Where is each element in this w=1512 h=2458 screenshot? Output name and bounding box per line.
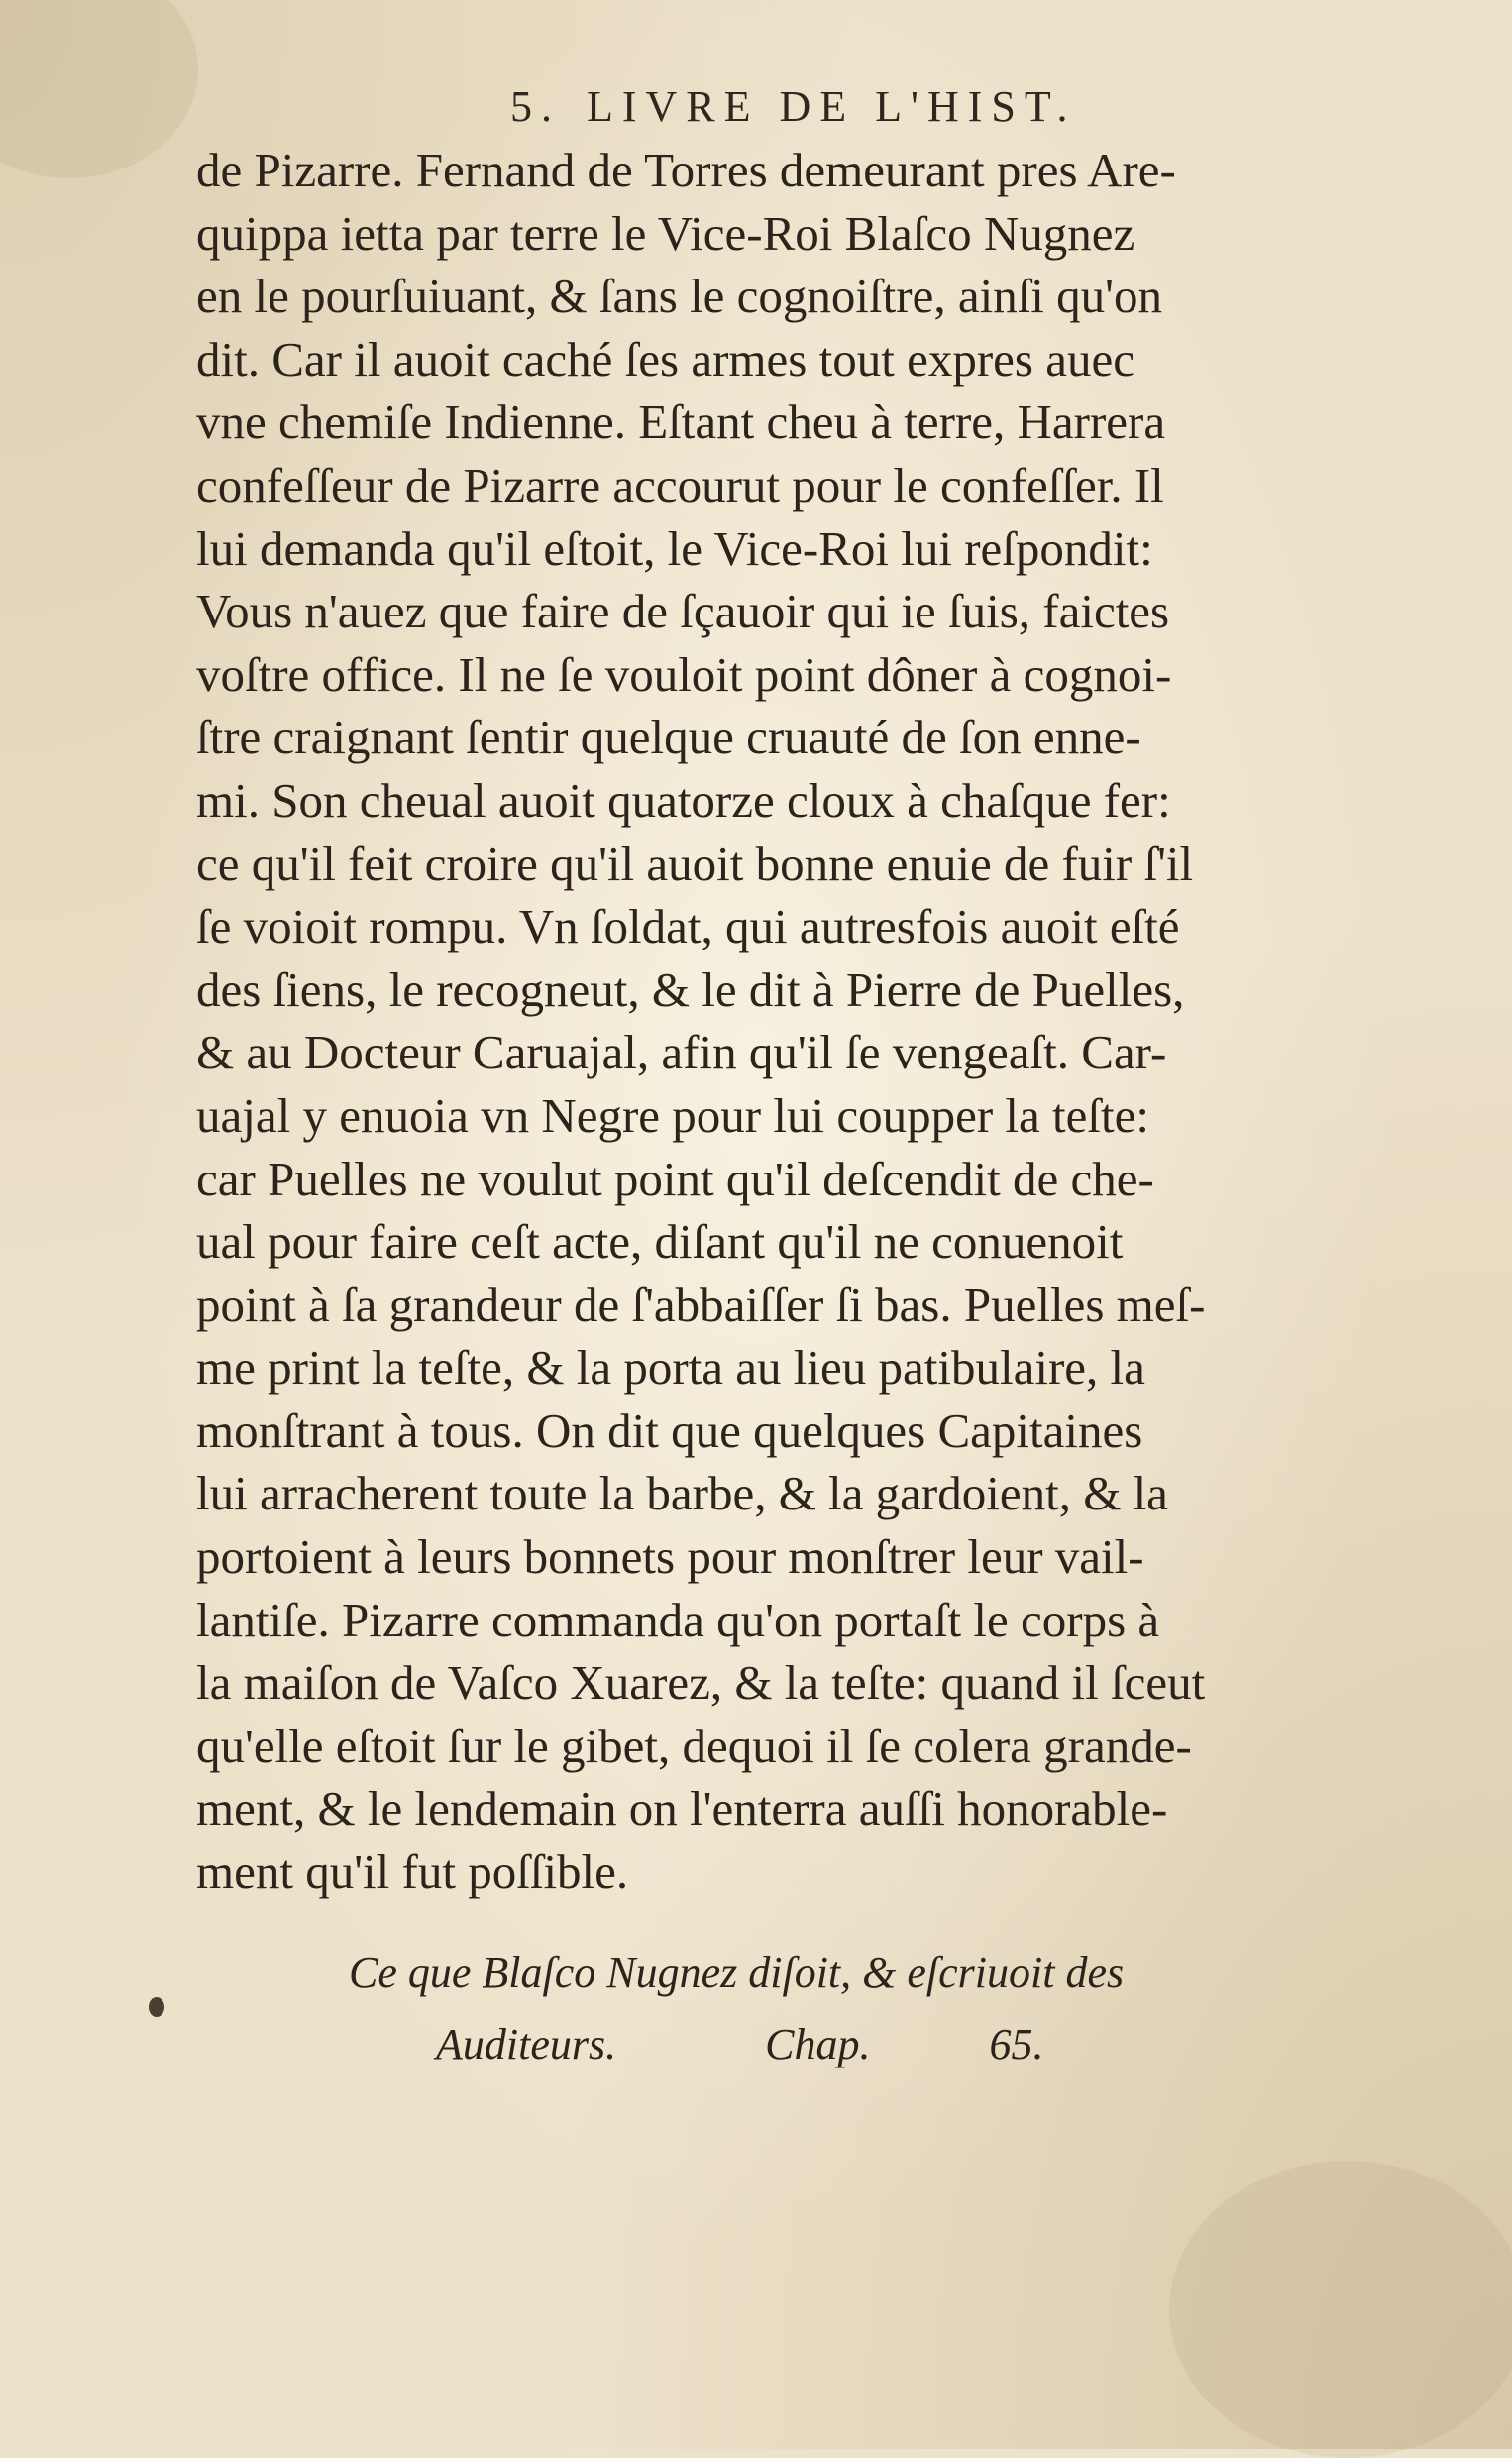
text-line: portoient à leurs bonnets pour monſtrer leur vail- (196, 1529, 1144, 1585)
text-line: dit. Car il auoit caché ſes armes tout expres auec (196, 331, 1134, 387)
text-line: & au Docteur Caruajal, afin qu'il ſe vengeaſt. Car- (196, 1025, 1167, 1080)
chapter-heading-word: Auditeurs. (436, 2020, 617, 2068)
paper-stain (1169, 2161, 1512, 2458)
text-line: mi. Son cheual auoit quatorze cloux à chaſque fer: (196, 772, 1171, 828)
text-line: lantiſe. Pizarre commanda qu'on portaſt le corps à (196, 1592, 1160, 1647)
text-line: en le pourſuiuant, & ſans le cognoiſtre, ainſi qu'on (196, 269, 1162, 324)
text-line: me print la teſte, & la porta au lieu patibulaire, la (196, 1340, 1145, 1396)
text-line: Vous n'auez que faire de ſçauoir qui ie ſuis, faictes (196, 584, 1170, 639)
text-line: des ſiens, le recogneut, & le dit à Pierre de Puelles, (196, 961, 1185, 1017)
text-line: uajal y enuoia vn Negre pour lui coupper la teſte: (196, 1087, 1149, 1143)
chapter-number: 65. (989, 2020, 1044, 2068)
text-line: quippa ietta par terre le Vice-Roi Blaſco Nugnez (196, 205, 1135, 261)
text-line: ſe voioit rompu. Vn ſoldat, qui autresfois auoit eſté (196, 899, 1180, 954)
text-line: monſtrant à tous. On dit que quelques Capitaines (196, 1402, 1143, 1458)
text-line: ſtre craignant ſentir quelque cruauté de ſon enne- (196, 710, 1141, 765)
body-text (196, 139, 1405, 1904)
text-line: ment qu'il fut poſſible. (196, 1844, 629, 1900)
text-line: la maiſon de Vaſco Xuarez, & la teſte: quand il ſceut (196, 1655, 1206, 1711)
chapter-label: Chap. (765, 2020, 871, 2068)
running-title: LIVRE DE L'HIST. (587, 82, 1077, 131)
text-line: confeſſeur de Pizarre accourut pour le confeſſer. Il (196, 457, 1164, 512)
text-line: car Puelles ne voulut point qu'il deſcendit de che- (196, 1151, 1154, 1206)
text-line: ce qu'il feit croire qu'il auoit bonne enuie de fuir ſ'il (196, 836, 1194, 891)
text-line: qu'elle eſtoit ſur le gibet, dequoi il ſe colera grande- (196, 1718, 1192, 1773)
text-line: point à ſa grandeur de ſ'abbaiſſer ſi bas. Puelles meſ- (196, 1277, 1206, 1332)
text-line: vne chemiſe Indienne. Eſtant cheu à terre, Harrera (196, 394, 1166, 450)
text-line: voſtre office. Il ne ſe vouloit point dôner à cognoi- (196, 646, 1172, 702)
chapter-heading (0, 1938, 1512, 2080)
chapter-heading-line-2 (0, 2009, 1512, 2080)
text-line: ual pour faire ceſt acte, diſant qu'il ne conuenoit (196, 1214, 1124, 1270)
text-line: lui arracherent toute la barbe, & la gardoient, & la (196, 1466, 1168, 1521)
running-head (510, 81, 1077, 132)
text-line: de Pizarre. Fernand de Torres demeurant pres Are- (196, 143, 1176, 197)
paper-stain (0, 0, 198, 178)
text-line: ment, & le lendemain on l'enterra auſſi honorable- (196, 1781, 1168, 1837)
chapter-heading-line-1: Ce que Blaſco Nugnez diſoit, & eſcriuoit des (349, 1949, 1125, 1997)
text-line: lui demanda qu'il eſtoit, le Vice-Roi lui reſpondit: (196, 520, 1153, 576)
folio-number: 5. (510, 82, 561, 131)
